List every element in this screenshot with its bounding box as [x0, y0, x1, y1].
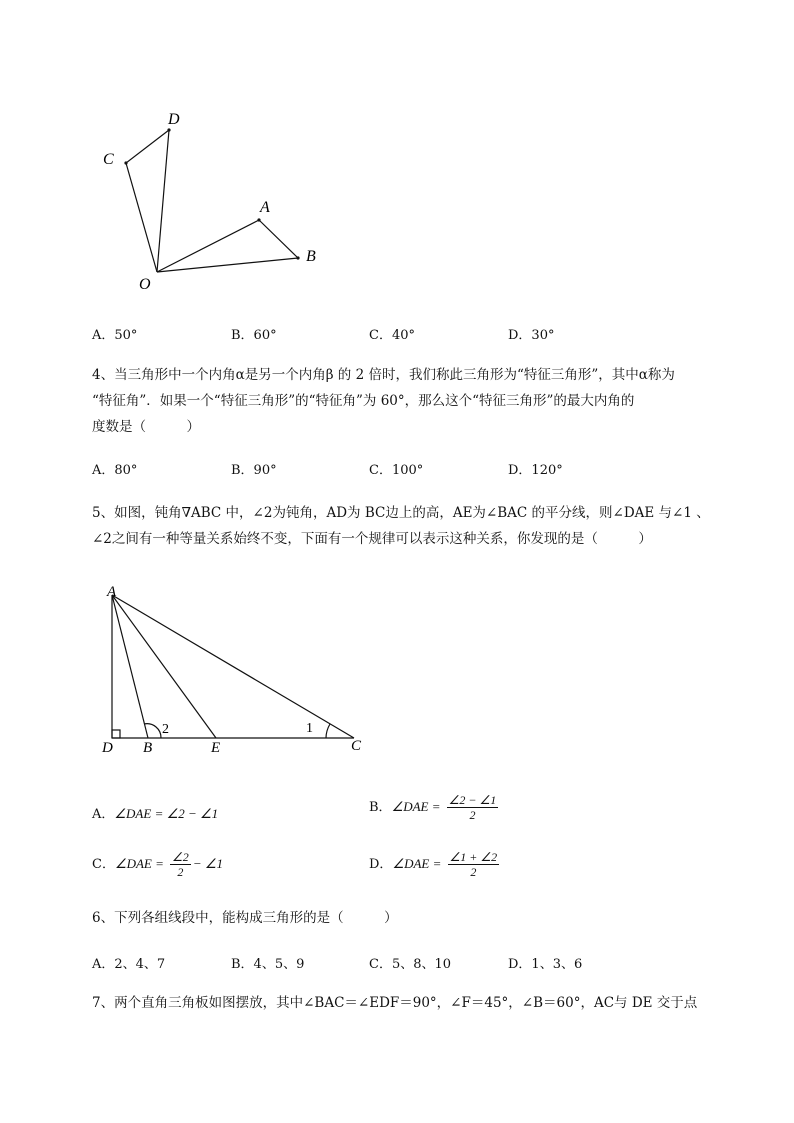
- q5-line-1: 5、如图，钝角∇ABC 中，∠2为钝角，AD为 BC边上的高，AE为∠BAC 的平分线，则∠DAE 与∠1 、: [92, 505, 710, 521]
- q7-line-1: 7、两个直角三角板如图摆放，其中∠BAC＝∠EDF＝90°，∠F＝45°，∠B＝60°，AC与 DE 交于点: [92, 995, 698, 1011]
- question-7: [92, 990, 742, 1016]
- label-b: B: [143, 740, 153, 756]
- q5-option-a[interactable]: A．∠DAE = ∠2 − ∠1: [92, 806, 219, 822]
- q5-option-c-fraction: $\frac{\angle 2}{2}$: [172, 850, 189, 879]
- q3-option-a[interactable]: A．50°: [92, 328, 138, 343]
- q6-options: [92, 953, 732, 973]
- label-d: D: [168, 111, 180, 128]
- q6-option-a[interactable]: A．2、4、7: [92, 957, 166, 972]
- figure-1: [90, 100, 330, 300]
- label-c: C: [351, 738, 362, 754]
- q3-option-d[interactable]: D．30°: [508, 328, 555, 343]
- q4-option-b[interactable]: B．90°: [231, 463, 277, 478]
- right-angle-marker: [112, 730, 120, 738]
- segment-ob: [157, 258, 298, 272]
- q4-line-3: 度数是（ ）: [92, 419, 200, 435]
- q4-option-d[interactable]: D．120°: [508, 463, 563, 478]
- segment-ab: [112, 595, 148, 738]
- q4-line-2: “特征角”．如果一个“特征三角形”的“特征角”为 60°，那么这个“特征三角形”的最大内角的: [92, 393, 635, 409]
- question-6: [92, 905, 742, 931]
- figure-2: [90, 578, 380, 758]
- segment-do: [157, 130, 169, 272]
- q6-option-d[interactable]: D．1、3、6: [508, 957, 583, 972]
- question-5: [92, 500, 742, 552]
- q5-option-d-fraction: $\frac{\angle 1 + \angle 2}{2}$: [449, 850, 498, 879]
- q5-option-d[interactable]: D．∠DAE = $\frac{\angle 1 + \angle 2}{2}$: [369, 850, 498, 879]
- q5-option-c[interactable]: C．∠DAE = $\frac{\angle 2}{2}$ − ∠1: [92, 850, 223, 879]
- q3-options: [92, 324, 732, 344]
- segment-cd: [126, 130, 169, 163]
- q4-option-c[interactable]: C．100°: [369, 463, 424, 478]
- segment-ae: [112, 595, 216, 738]
- q4-options: [92, 459, 732, 479]
- label-angle-1: 1: [306, 721, 313, 736]
- angle-1-arc: [326, 724, 330, 738]
- q3-option-c[interactable]: C．40°: [369, 328, 415, 343]
- q6-line-1: 6、下列各组线段中，能构成三角形的是（ ）: [92, 910, 398, 926]
- label-a: A: [107, 584, 117, 600]
- segment-ab: [259, 220, 298, 258]
- segment-oa: [157, 220, 259, 272]
- q5-option-b-fraction: $\frac{\angle 2 - \angle 1}{2}$: [448, 793, 497, 822]
- q4-option-a[interactable]: A．80°: [92, 463, 138, 478]
- label-d: D: [102, 740, 113, 756]
- label-b: B: [306, 248, 316, 265]
- q6-option-b[interactable]: B．4、5、9: [231, 957, 305, 972]
- q5-option-b[interactable]: B．∠DAE = $\frac{\angle 2 - \angle 1}{2}$: [369, 793, 497, 822]
- label-o: O: [139, 276, 151, 293]
- label-c: C: [103, 151, 114, 168]
- segment-ac: [112, 595, 354, 738]
- segment-co: [126, 163, 157, 272]
- q3-option-b[interactable]: B．60°: [231, 328, 277, 343]
- question-4: [92, 362, 742, 440]
- q4-line-1: 4、当三角形中一个内角α是另一个内角β 的 2 倍时，我们称此三角形为“特征三角形”，其中α称为: [92, 367, 675, 383]
- label-a: A: [260, 199, 270, 216]
- label-e: E: [211, 740, 221, 756]
- q5-line-2: ∠2之间有一种等量关系始终不变，下面有一个规律可以表示这种关系，你发现的是（ ）: [92, 531, 652, 547]
- q6-option-c[interactable]: C．5、8、10: [369, 957, 452, 972]
- label-angle-2: 2: [162, 722, 169, 737]
